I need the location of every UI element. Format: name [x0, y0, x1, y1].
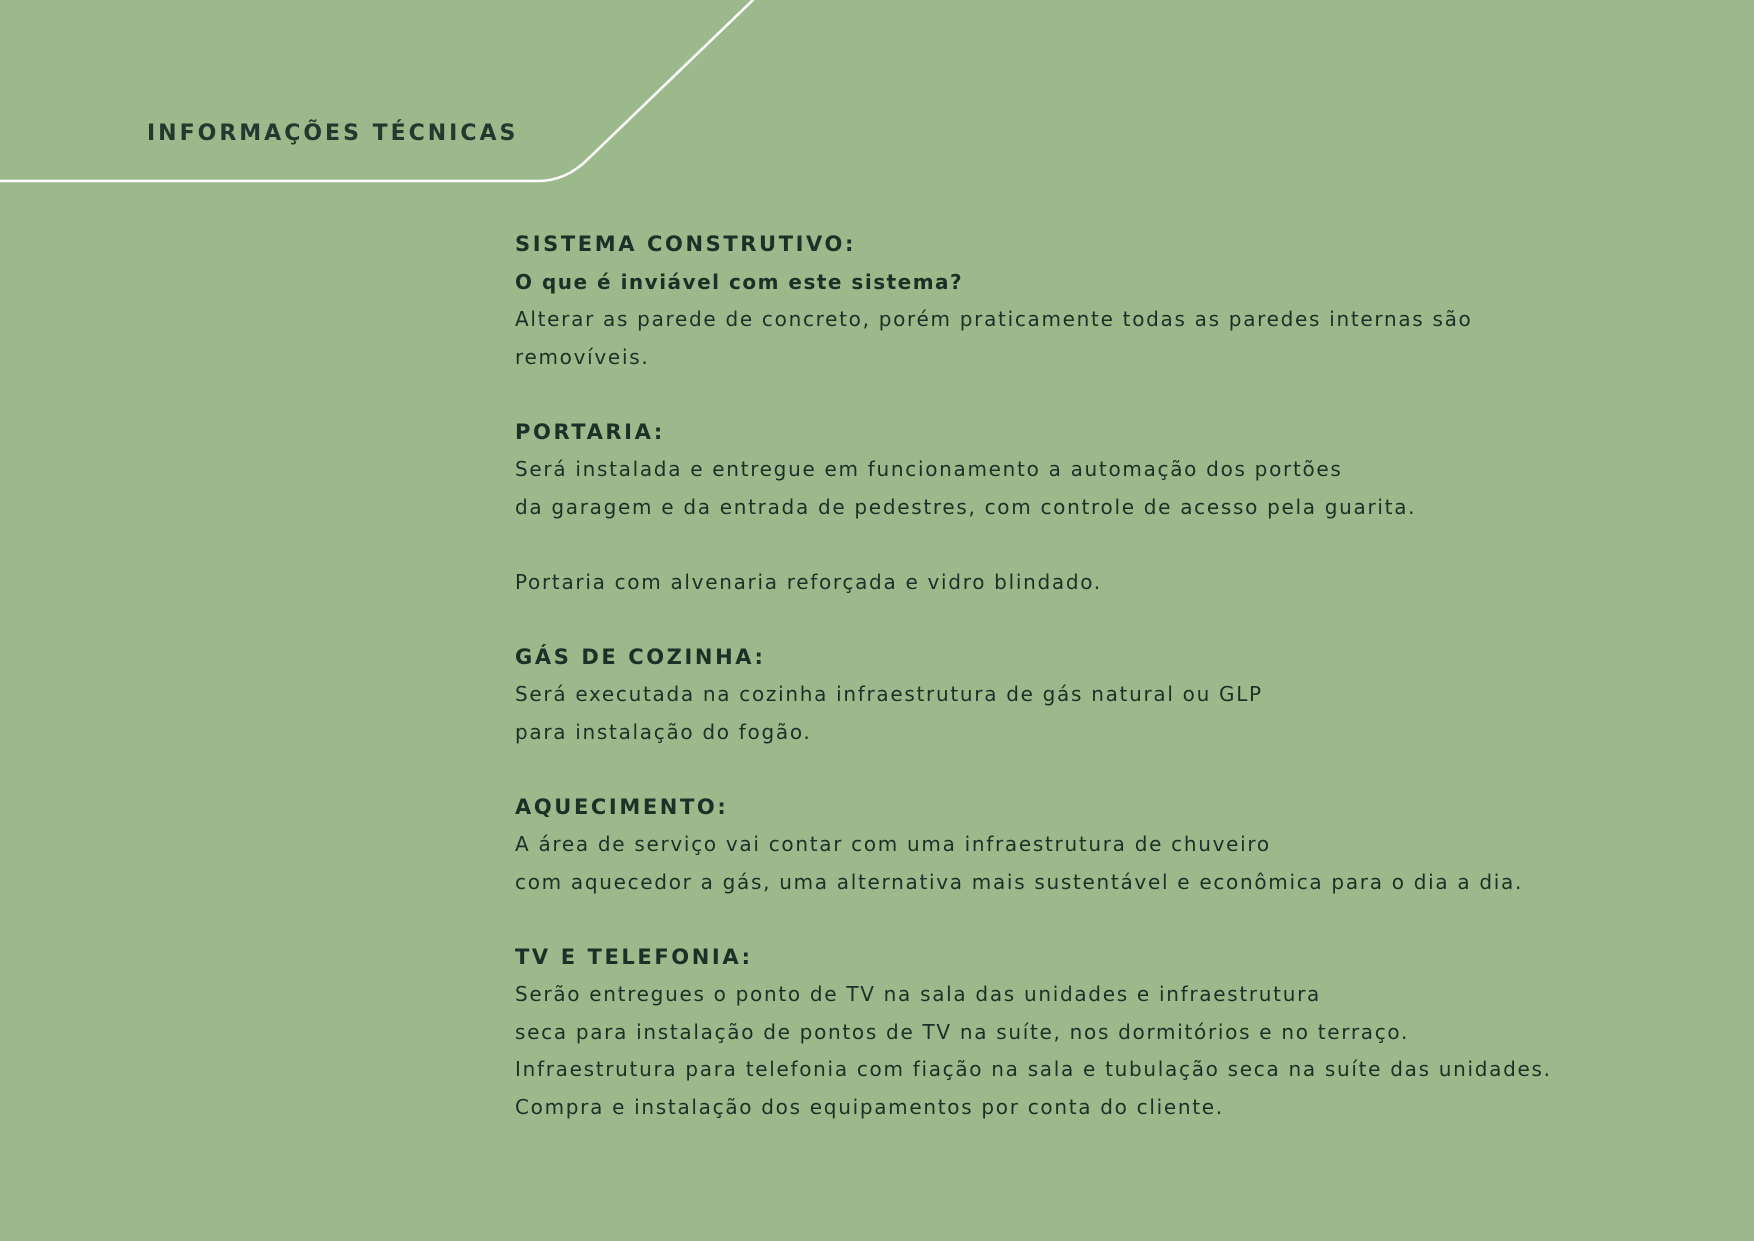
section-heading: GÁS DE COZINHA:	[515, 644, 766, 669]
page-title: INFORMAÇÕES TÉCNICAS	[147, 121, 519, 146]
section-text-line: para instalação do fogão.	[515, 719, 812, 744]
section-heading: AQUECIMENTO:	[515, 794, 729, 819]
section-heading: PORTARIA:	[515, 419, 665, 444]
section-text-line: da garagem e da entrada de pedestres, com controle de acesso pela guarita.	[515, 494, 1417, 519]
section-text-line: Será instalada e entregue em funcionamento a automação dos portões	[515, 457, 1343, 481]
section-text-line: Infraestrutura para telefonia com fiação na sala e tubulação seca na suíte das unidades.	[515, 1057, 1552, 1081]
section-heading: TV E TELEFONIA:	[515, 944, 753, 969]
section-text-line: Será executada na cozinha infraestrutura de gás natural ou GLP	[515, 682, 1263, 706]
section-text-line: Portaria com alvenaria reforçada e vidro blindado.	[515, 569, 1102, 594]
section-text-line: Serão entregues o ponto de TV na sala das unidades e infraestrutura	[515, 982, 1321, 1006]
section-text-line: com aquecedor a gás, uma alternativa mais sustentável e econômica para o dia a dia.	[515, 869, 1524, 894]
section-text-line: Compra e instalação dos equipamentos por conta do cliente.	[515, 1094, 1224, 1119]
section-text-line: seca para instalação de pontos de TV na suíte, nos dormitórios e no terraço.	[515, 1019, 1410, 1044]
section-sistema-construtivo	[515, 226, 1715, 376]
section-text-line: Alterar as parede de concreto, porém praticamente todas as paredes internas são	[515, 307, 1473, 331]
section-heading: SISTEMA CONSTRUTIVO:	[515, 232, 856, 256]
section-tv-e-telefonia	[515, 939, 1715, 1127]
section-text-line: A área de serviço vai contar com uma infraestrutura de chuveiro	[515, 832, 1271, 856]
section-subheading: O que é inviável com este sistema?	[515, 269, 964, 294]
section-gas-de-cozinha	[515, 639, 1715, 752]
section-portaria-note	[515, 564, 1715, 602]
section-text-line: removíveis.	[515, 344, 650, 369]
technical-info-content	[515, 226, 1715, 1126]
section-portaria	[515, 414, 1715, 527]
section-aquecimento	[515, 789, 1715, 902]
